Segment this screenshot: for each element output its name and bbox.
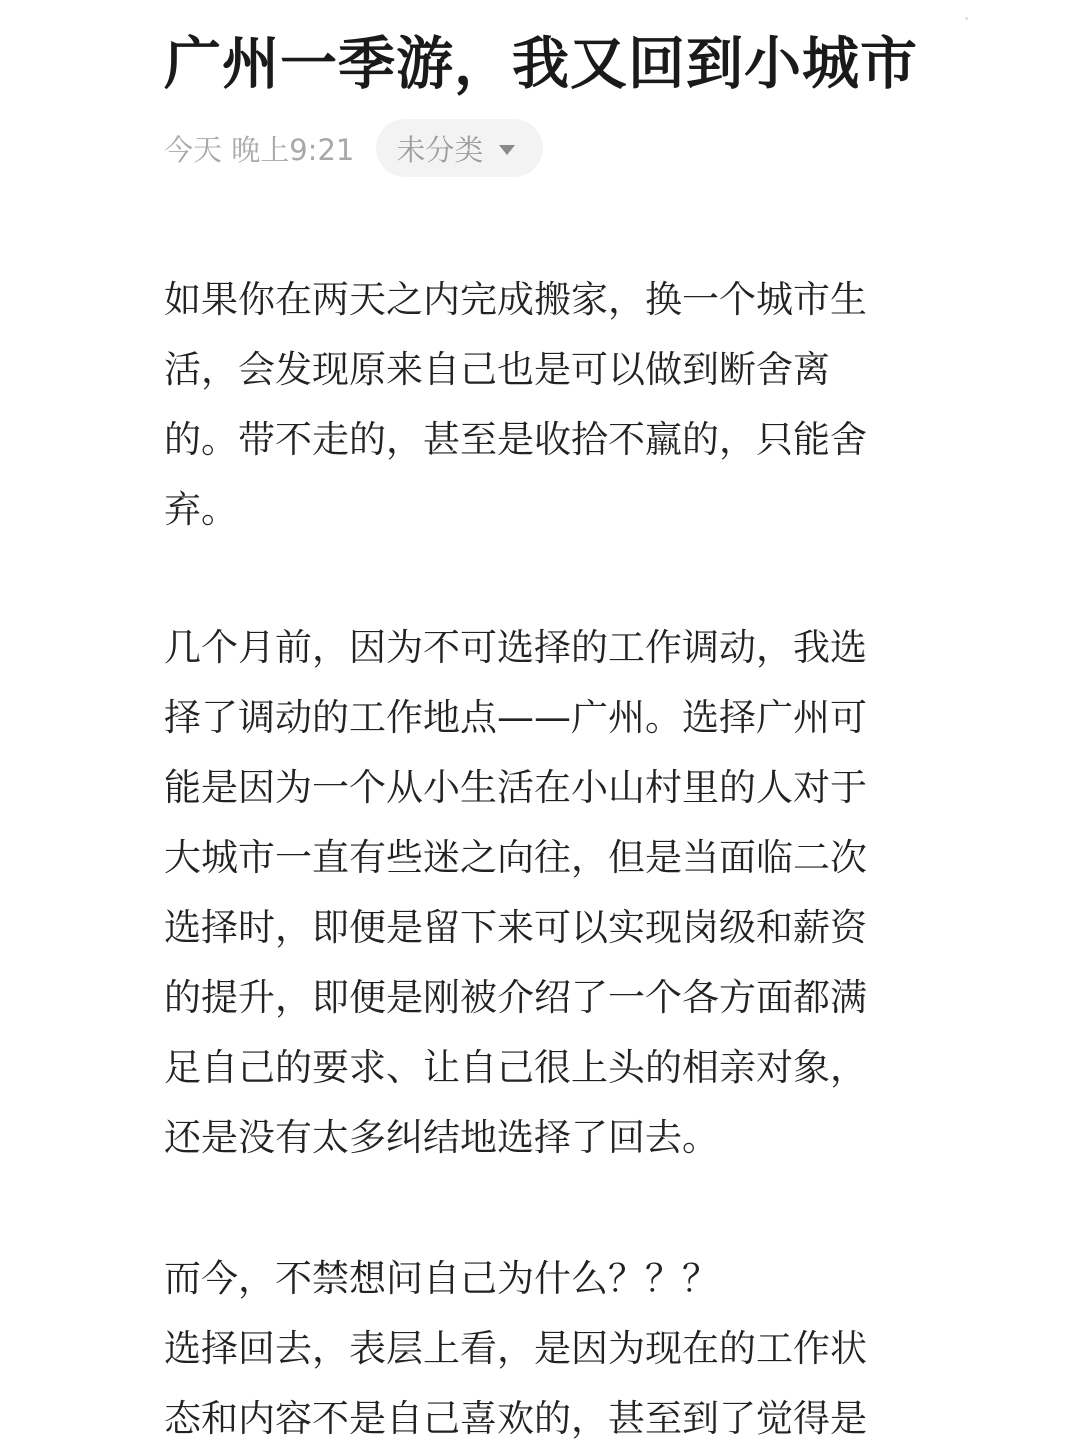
corner-mark (965, 17, 968, 20)
text-line: 的提升，即便是刚被介绍了一个各方面都满 (164, 976, 867, 1019)
category-dropdown[interactable] (376, 119, 543, 177)
text-line: 足自己的要求、让自己很上头的相亲对象， (164, 1046, 867, 1089)
paragraph-3 (164, 1244, 904, 1454)
note-timestamp: 今天 晚上9:21 (164, 132, 355, 167)
text-line: 活，会发现原来自己也是可以做到断舍离 (164, 348, 830, 391)
text-line: 大城市一直有些迷之向往，但是当面临二次 (164, 836, 867, 879)
category-label: 未分类 (396, 132, 484, 167)
paragraph-2 (164, 613, 904, 1173)
text-line: 几个月前，因为不可选择的工作调动，我选 (164, 626, 867, 669)
text-line: 能是因为一个从小生活在小山村里的人对于 (164, 766, 867, 809)
note-meta (164, 119, 543, 177)
text-line: 如果你在两天之内完成搬家，换一个城市生 (164, 278, 867, 321)
text-line: 而今，不禁想问自己为什么？？？ (164, 1257, 719, 1300)
text-line: 择了调动的工作地点——广州。选择广州可 (164, 696, 867, 739)
paragraph-1 (164, 265, 904, 545)
text-line: 态和内容不是自己喜欢的，甚至到了觉得是 (164, 1397, 867, 1440)
caret-down-icon (499, 145, 515, 155)
text-line: 选择时，即便是留下来可以实现岗级和薪资 (164, 906, 867, 949)
text-line: 弃。 (164, 488, 238, 531)
text-line: 选择回去，表层上看，是因为现在的工作状 (164, 1327, 867, 1370)
text-line: 的。带不走的，甚至是收拾不羸的，只能舍 (164, 418, 867, 461)
note-title[interactable]: 广州一季游，我又回到小城市 (164, 31, 918, 97)
text-line: 还是没有太多纠结地选择了回去。 (164, 1116, 719, 1159)
